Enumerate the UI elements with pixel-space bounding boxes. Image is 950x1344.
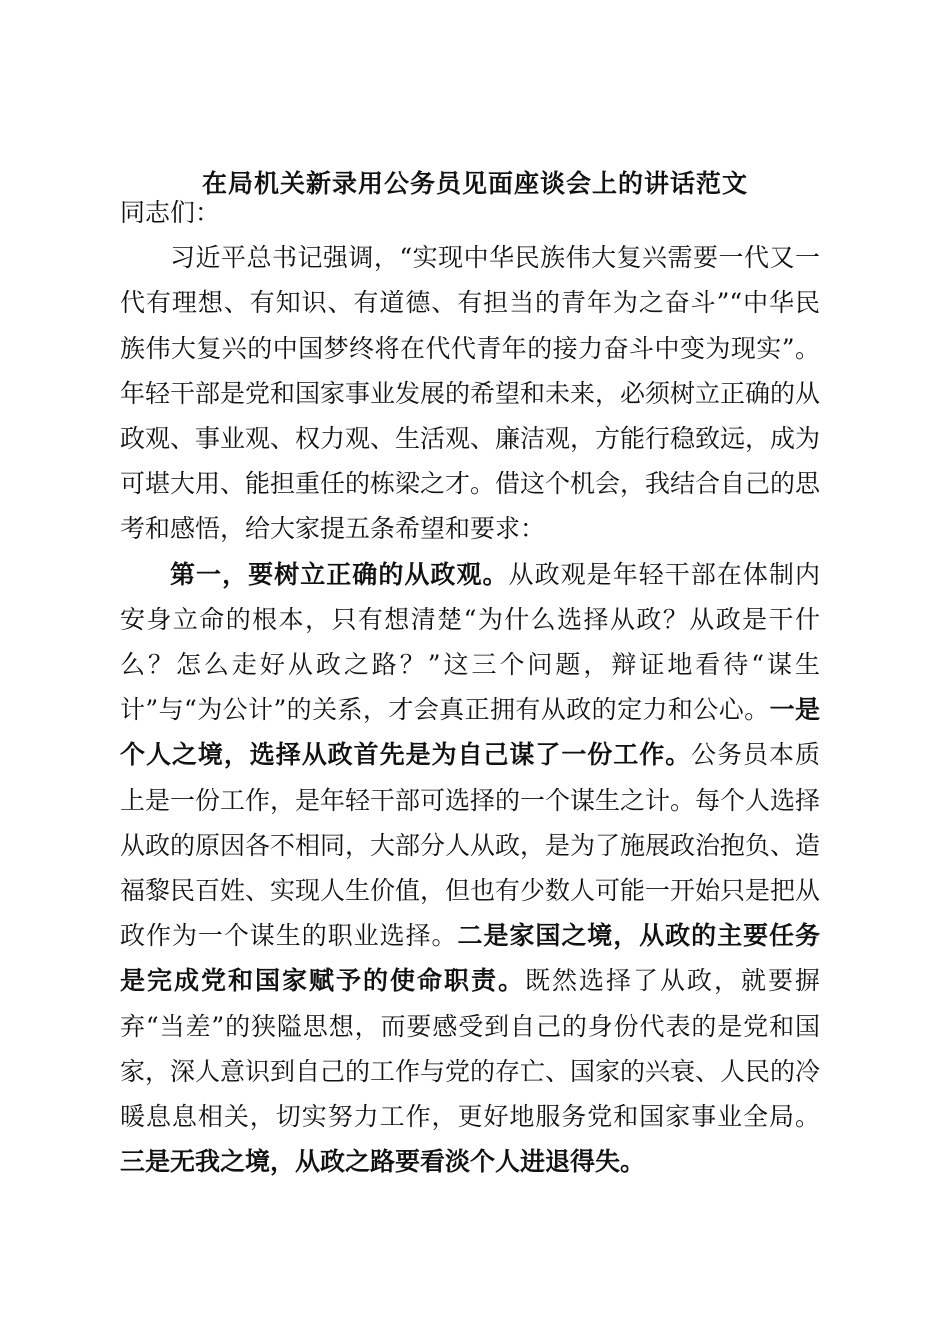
- first-requirement-intro: 从政观是年轻干部在体制内安身立命的根本，只有想清楚“为什么选择从政？从政是干什么？怎么走好从政之路？”这三个问题，辩证地看待“谋生计”与“为公计”的关系，才会真正拥有从政的定力和公心。: [120, 559, 820, 725]
- point2-text: 既然选择了从政，就要摒弃“当差”的狭隘思想，而要感受到自己的身份代表的是党和国家，深人意识到自己的工作与党的存亡、国家的兴衰、人民的冷暖息息相关，切实努力工作，更好地服务党和国家事业全局。: [120, 966, 821, 1132]
- point1-heading: 一是个人之境，选择从政首先是为自己谋了一份工作。: [120, 695, 820, 770]
- document-body: [120, 190, 820, 1184]
- point3-heading: 三是无我之境，从政之路要看淡个人进退得失。: [120, 1147, 646, 1177]
- first-requirement-heading: 第一，要树立正确的从政观。: [170, 559, 509, 589]
- paragraph-intro: 习近平总书记强调，“实现中华民族伟大复兴需要一代又一代有理想、有知识、有道德、有担当的青年为之奋斗”“中华民族伟大复兴的中国梦终将在代代青年的接力奋斗中变为现实”。年轻干部是党和国家事业发展的希望和未来，必须树立正确的从政观、事业观、权力观、生活观、廉洁观，方能行稳致远，成为可堪大用、能担重任的栋梁之才。借这个机会，我结合自己的思考和感悟，给大家提五条希望和要求：: [120, 243, 821, 544]
- point1-text: 公务员本质上是一份工作，是年轻干部可选择的一个谋生之计。每个人选择从政的原因各不相同，大部分人从政，是为了施展政治抱负、造福黎民百姓、实现人生价值，但也有少数人可能一开始只是把从政作为一个谋生的职业选择。: [120, 740, 821, 951]
- point2-heading: 二是家国之境，从政的主要任务是完成党和国家赋予的使命职责。: [120, 921, 820, 996]
- salutation: 同志们：: [120, 198, 221, 227]
- paragraph-first-requirement: [120, 552, 820, 1185]
- document-title: 在局机关新录用公务员见面座谈会上的讲话范文: [201, 169, 748, 198]
